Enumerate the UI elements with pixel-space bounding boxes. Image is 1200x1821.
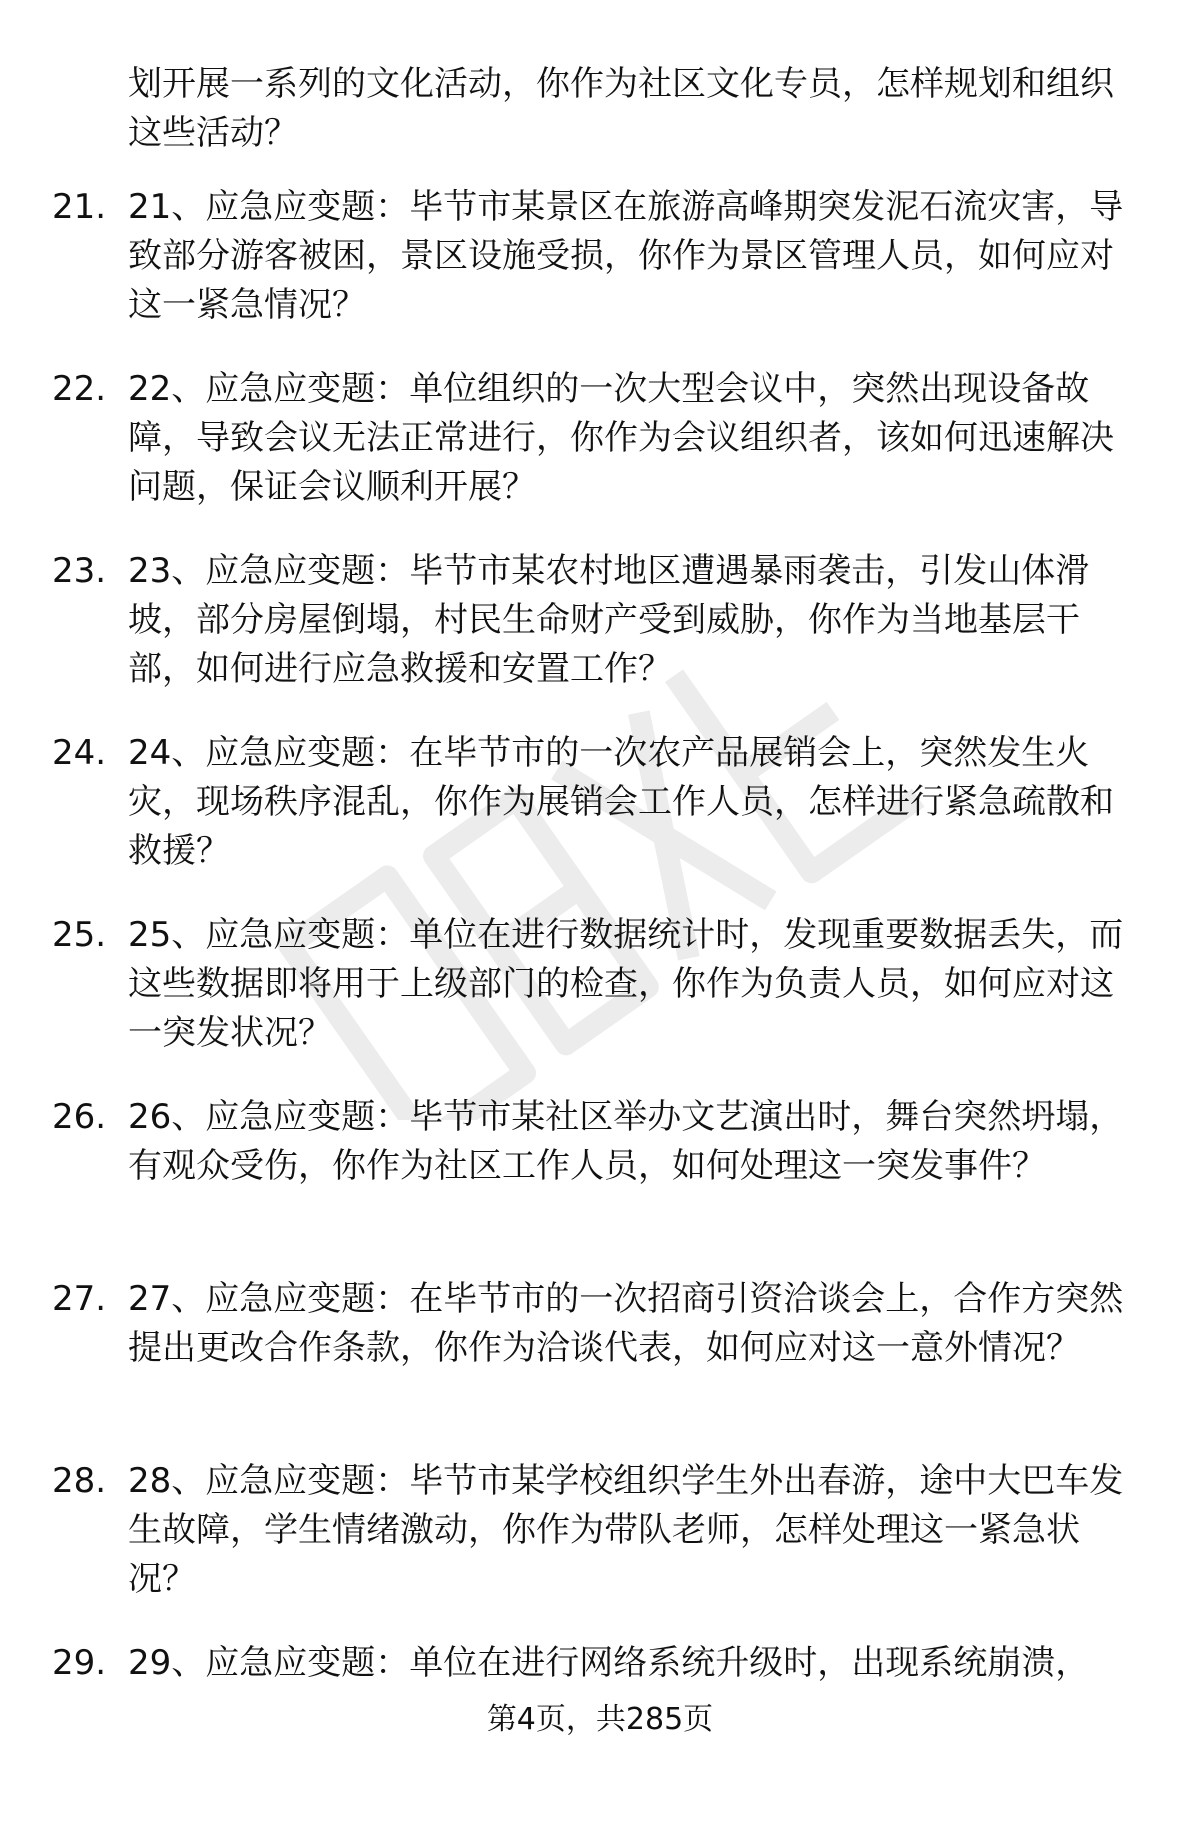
list-item: [0, 1275, 1200, 1457]
question-text: 29、应急应变题：单位在进行网络系统升级时，出现系统崩溃，: [128, 1643, 1090, 1683]
question-text: 24、应急应变题：在毕节市的一次农产品展销会上，突然发生火灾，现场秩序混乱，你作为展销会工作人员，怎样进行紧急疏散和救援？: [128, 733, 1114, 871]
question-number: 29.: [52, 1643, 107, 1683]
question-number: 27.: [52, 1279, 107, 1319]
question-text: 26、应急应变题：毕节市某社区举办文艺演出时，舞台突然坍塌，有观众受伤，你作为社区工作人员，如何处理这一突发事件？: [128, 1097, 1124, 1186]
question-list: [0, 183, 1200, 1821]
question-text: 21、应急应变题：毕节市某景区在旅游高峰期突发泥石流灾害，导致部分游客被困，景区设施受损，你作为景区管理人员，如何应对这一紧急情况？: [128, 187, 1124, 325]
list-item: [0, 365, 1200, 547]
list-item: [0, 911, 1200, 1093]
list-item: [0, 729, 1200, 911]
question-number: 24.: [52, 733, 107, 773]
page-footer: 第4页，共285页: [486, 1702, 714, 1737]
question-text: 27、应急应变题：在毕节市的一次招商引资洽谈会上，合作方突然提出更改合作条款，你作为洽谈代表，如何应对这一意外情况？: [128, 1279, 1124, 1368]
list-item: [0, 183, 1200, 365]
question-text: 22、应急应变题：单位组织的一次大型会议中，突然出现设备故障，导致会议无法正常进行，你作为会议组织者，该如何迅速解决问题，保证会议顺利开展？: [128, 369, 1114, 507]
question-number: 23.: [52, 551, 107, 591]
list-item: [0, 1457, 1200, 1639]
list-item: [0, 547, 1200, 729]
lead-paragraph: 划开展一系列的文化活动，你作为社区文化专员，怎样规划和组织这些活动？: [128, 64, 1114, 153]
question-number: 28.: [52, 1461, 107, 1501]
list-item: [0, 1093, 1200, 1275]
question-number: 22.: [52, 369, 107, 409]
question-number: 25.: [52, 915, 107, 955]
question-number: 21.: [52, 187, 107, 227]
question-text: 23、应急应变题：毕节市某农村地区遭遇暴雨袭击，引发山体滑坡，部分房屋倒塌，村民生命财产受到威胁，你作为当地基层干部，如何进行应急救援和安置工作？: [128, 551, 1090, 689]
question-text: 25、应急应变题：单位在进行数据统计时，发现重要数据丢失，而这些数据即将用于上级部门的检查，你作为负责人员，如何应对这一突发状况？: [128, 915, 1124, 1053]
question-text: 28、应急应变题：毕节市某学校组织学生外出春游，途中大巴车发生故障，学生情绪激动，你作为带队老师，怎样处理这一紧急状况？: [128, 1461, 1124, 1599]
question-number: 26.: [52, 1097, 107, 1137]
